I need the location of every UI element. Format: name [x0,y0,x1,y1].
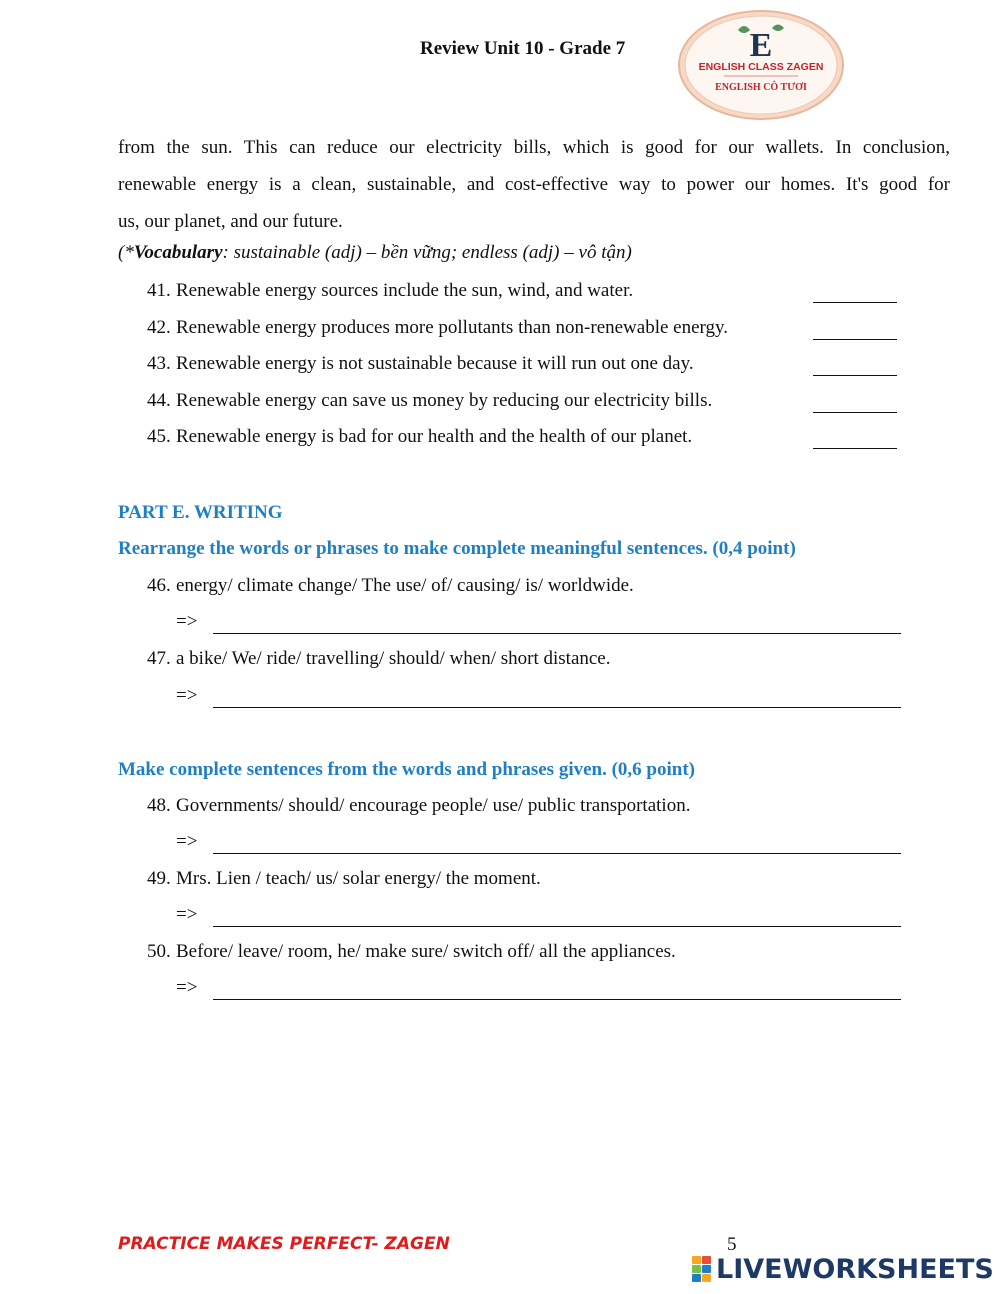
answer-blank-42[interactable] [813,317,897,340]
logo-line1: ENGLISH CLASS ZAGEN [698,61,824,73]
question-text: Renewable energy sources include the sun, wind, and water. [176,280,634,301]
answer-prefix: => [176,977,198,998]
question-text: a bike/ We/ ride/ travelling/ should/ when/ short distance. [176,648,611,669]
answer-line-46[interactable] [213,611,901,634]
question-48 [147,795,690,817]
reading-line-3: us, our planet, and our future. [118,211,343,232]
english-class-zagen-logo [676,8,846,122]
question-number: 42. [147,317,171,338]
answer-row-50 [176,977,901,1003]
answer-blank-41[interactable] [813,280,897,303]
logo-line2: ENGLISH CÔ TƯƠI [715,82,807,93]
vocab-label: Vocabulary [133,242,223,263]
question-50 [147,941,676,963]
answer-line-48[interactable] [213,831,901,854]
question-44 [147,390,907,420]
vocab-text: : sustainable (adj) – bền vững; endless (adj) – vô tận) [222,242,632,263]
question-text: Mrs. Lien / teach/ us/ solar energy/ the moment. [176,868,541,889]
question-text: Renewable energy is bad for our health and the health of our planet. [176,426,693,447]
footer-motto: PRACTICE MAKES PERFECT- ZAGEN [118,1234,450,1254]
question-number: 41. [147,280,171,301]
liveworksheets-icon [692,1256,712,1282]
question-number: 45. [147,426,171,447]
question-47 [147,648,611,670]
answer-row-47 [176,685,901,711]
liveworksheets-wordmark: LIVEWORKSHEETS [716,1253,994,1285]
answer-prefix: => [176,904,198,925]
question-45 [147,426,907,456]
page-number: 5 [727,1234,737,1255]
answer-line-49[interactable] [213,904,901,927]
vocabulary-note [118,242,632,264]
answer-prefix: => [176,611,198,632]
question-text: Renewable energy can save us money by reducing our electricity bills. [176,390,713,411]
page-title: Review Unit 10 - Grade 7 [420,38,626,59]
rearrange-instruction: Rearrange the words or phrases to make complete meaningful sentences. (0,4 point) [118,538,796,559]
vocab-prefix: (* [118,242,134,263]
question-number: 46. [147,575,171,596]
part-e-title: PART E. WRITING [118,502,283,523]
answer-prefix: => [176,685,198,706]
answer-blank-45[interactable] [813,426,897,449]
question-text: Renewable energy produces more pollutants than non-renewable energy. [176,317,729,338]
answer-blank-43[interactable] [813,353,897,376]
question-42 [147,317,907,347]
answer-row-48 [176,831,901,857]
question-text: energy/ climate change/ The use/ of/ causing/ is/ worldwide. [176,575,634,596]
liveworksheets-logo[interactable] [692,1252,994,1286]
question-43 [147,353,907,383]
question-text: Before/ leave/ room, he/ make sure/ switch off/ all the appliances. [176,941,676,962]
answer-line-50[interactable] [213,977,901,1000]
reading-line-2: renewable energy is a clean, sustainable, and cost-effective way to power our homes. It's good for [118,174,950,195]
question-49 [147,868,541,890]
complete-instruction: Make complete sentences from the words and phrases given. (0,6 point) [118,759,695,780]
question-number: 49. [147,868,171,889]
question-number: 44. [147,390,171,411]
question-number: 50. [147,941,171,962]
question-text: Governments/ should/ encourage people/ use/ public transportation. [176,795,691,816]
question-41 [147,280,907,310]
reading-line-1: from the sun. This can reduce our electricity bills, which is good for our wallets. In conclusion, [118,137,950,158]
answer-line-47[interactable] [213,685,901,708]
answer-row-49 [176,904,901,930]
question-number: 47. [147,648,171,669]
answer-blank-44[interactable] [813,390,897,413]
answer-prefix: => [176,831,198,852]
question-number: 48. [147,795,171,816]
question-46 [147,575,634,597]
question-number: 43. [147,353,171,374]
question-text: Renewable energy is not sustainable because it will run out one day. [176,353,694,374]
answer-row-46 [176,611,901,637]
logo-letter: E [749,27,773,64]
